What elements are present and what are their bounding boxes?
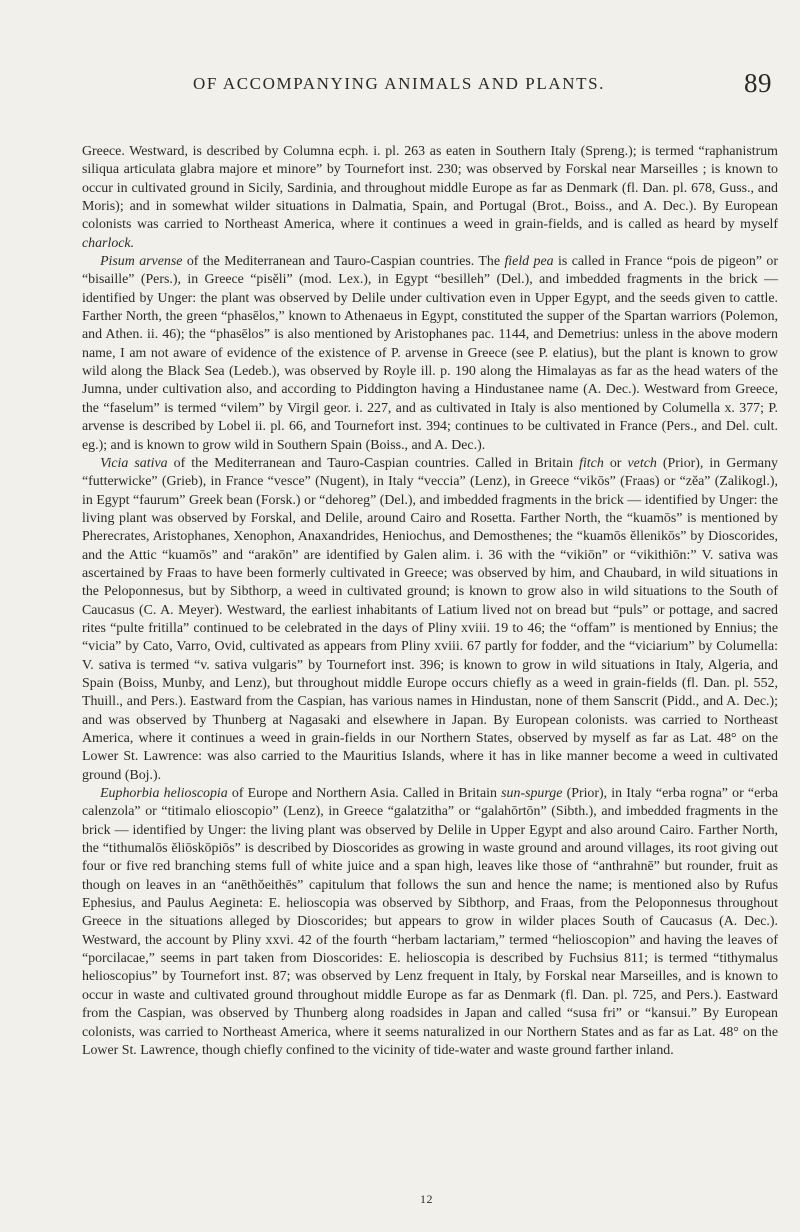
running-head: OF ACCOMPANYING ANIMALS AND PLANTS. (193, 74, 605, 93)
paragraph-text: or (609, 455, 622, 471)
common-name-field-pea: field pea (504, 254, 554, 270)
species-name-pisum-arvense: Pisum arvense (100, 254, 183, 270)
species-name-euphorbia-helioscopia: Euphorbia helioscopia (100, 786, 228, 802)
common-name-sun-spurge: sun-spurge (501, 786, 563, 802)
paragraph-text: of the Mediterranean and Tauro-Caspian countries. The (186, 254, 501, 270)
paragraph-text: of Europe and Northern Asia. Called in Britain (231, 786, 497, 802)
paragraph-text: is called in France “pois de pigeon” or “bisaille” (Pers.), in Greece “pisĕli” (mod. Lex.), in Egypt “besilleh” (Del.), and imbedded fragments in the brick — identified by Unger: the plant was observed by Delile under cultivation even in Upper Egypt, and the seeds given to cattle. Farther North, the green “phasēlos,” known to Athenaeus in Egypt, constituted the supper of the Spartan warriors (Polemon, and Athen. ii. 46); the “phasēlos” is also mentioned by Aristophanes pac. 1144, and Demetrius: unless in the above modern name, I am not aware of evidence of the existence of P. arvense in Greece (see P. elatius), but the plant is known to grow wild along the Black Sea (Ledeb.), was observed by Royle ill. p. 190 along the Himalayas as far as the head waters of the Jumna, under cultivation also, and according to Piddington having a Hindustanee name (A. Dec.). Westward from Greece, the “faselum” is termed “vilem” by Virgil geor. i. 227, and as cultivated in Italy is also mentioned by Columella x. 377; P. arvense is described by Lobel ii. pl. 66, and Tournefort inst. 394; continues to be cultivated in France (Pers., and Del. cult. eg.); and is known to grow wild in Southern Spain (Boiss., and A. Dec.). (82, 254, 778, 453)
common-name-fitch: fitch (579, 455, 604, 471)
body-text (82, 143, 778, 1060)
species-name-vicia-sativa: Vicia sativa (100, 455, 168, 471)
page-number: 89 (744, 68, 772, 98)
common-name-vetch: vetch (627, 455, 657, 471)
paragraph-raphanus-continued (82, 143, 778, 253)
paragraph-euphorbia-helioscopia (82, 785, 778, 1060)
paragraph-vicia-sativa (82, 455, 778, 785)
paragraph-pisum-arvense (82, 253, 778, 455)
printer-signature-mark: 12 (420, 1192, 433, 1206)
common-name-charlock: charlock. (82, 235, 135, 251)
paragraph-text: (Prior), in Germany “futterwicke” (Grieb), in France “vesce” (Nugent), in Italy “veccia” (Lenz), in Greece “vikōs” (Fraas) or “zĕa” (Zalikogl.), in Egypt “faurum” Greek bean (Forsk.) or “dehoreg” (Del.), and imbedded fragments in the brick — identified by Unger: the living plant was observed by Forskal, and Delile, around Cairo and Rosetta. Farther North, the “kuamōs” is mentioned by Pherecrates, Aristophanes, Xenophon, Anaxandrides, Heniochus, and Demosthenes; the “kuamōs ĕllenikōs” by Dioscorides, and the Attic “kuamōs” and “arakōn” are identified by Galen alim. i. 36 with the “vikiōn” or “vikithiōn:” V. sativa was ascertained by Fraas to have been formerly cultivated in Greece; was observed by him, and Chaubard, in wild situations in the Peloponnesus, but by Sibthorp, a weed in cultivated ground; is known to grow also in wild situations to the South of Caucasus (C. A. Meyer). Westward, the earliest inhabitants of Latium lived not on bread but “puls” or pottage, and sacred rites “pulte fritilla” continued to be celebrated in the days of Pliny xviii. 19 to 46; the “offam” is mentioned by Ennius; the “vicia” by Cato, Varro, Ovid, cultivated as appears from Pliny xviii. 67 partly for fodder, and the “viciarium” by Columella: V. sativa is termed “v. sativa vulgaris” by Tournefort inst. 396; is known to grow in wild situations in Italy, Algeria, and Spain (Boiss, Munby, and Lenz), but throughout middle Europe occurs chiefly as a weed in grain-fields (fl. Dan. pl. 552, Thuill., and Pers.). Eastward from the Caspian, has various names in Hindustan, none of them Sanscrit (Pidd., and A. Dec.); and was observed by Thunberg at Nagasaki and elsewhere in Japan. By European colonists. was carried to Northeast America, where it continues a weed in grain-fields in our Northern States, observed by myself as far as Lat. 48° on the Lower St. Lawrence: was also carried to the Mauritius Islands, where it has in like manner become a weed in cultivated ground (Boj.). (82, 455, 778, 783)
paragraph-text: of the Mediterranean and Tauro-Caspian countries. Called in Britain (173, 455, 574, 471)
paragraph-text: (Prior), in Italy “erba rogna” or “erba calenzola” or “titimalo elioscopio” (Lenz), in Greece “galatzitha” or “galahōrtōn” (Sibth.), and imbedded fragments in the brick — identified by Unger: the living plant was observed by Delile in Upper Egypt and also around Cairo. Farther North, the “tithumalōs ĕliōskōpiōs” is described by Dioscorides as growing in waste ground and around villages, its root giving out four or five red branching stems full of white juice and a span high, leaves like those of “anthrahnē” but rounder, fruit as though on leaves in an “anēthŏeithēs” capitulum that follows the sun and hence the name; is mentioned also by Rufus Ephesius, and Paulus Aegineta: E. helioscopia was observed by Sibthorp, and Fraas, from the Peloponnesus throughout Greece in the situations alleged by Dioscorides; but appears to grow in wilder places South of Caucasus (A. Dec.). Westward, the account by Pliny xxvi. 42 of the fourth “herbam lactariam,” termed “helioscopion” and having the leaves of “porcilacae,” seems in part taken from Dioscorides: E. helioscopia is described by Fuchsius 811; is termed “tithymalus helioscopius” by Tournefort inst. 87; was observed by Lenz frequent in Italy, by Forskal near Marseilles, and is known to occur in waste and cultivated ground throughout middle Europe as far as Denmark (fl. Dan. pl. 725, and Pers.). Eastward from the Caspian, was observed by Thunberg along roadsides in Japan and called “susa fri” or “kansui.” By European colonists, was carried to Northeast America, where it seems naturalized in our Northern States and as far as Lat. 48° on the Lower St. Lawrence, though chiefly confined to the vicinity of tide-water and waste ground farther inland. (82, 786, 778, 1058)
paragraph-text: Greece. Westward, is described by Columna ecph. i. pl. 263 as eaten in Southern Italy (Spreng.); is termed “raphanistrum siliqua articulata glabra majore et minore” by Tournefort inst. 230; was observed by Forskal near Marseilles ; is known to occur in cultivated ground in Sicily, Sardinia, and throughout middle Europe as far as Denmark (fl. Dan. pl. 678, Guss., and Moris); and in somewhat wilder situations in Dalmatia, Spain, and Portugal (Brot., Boiss., and A. Dec.). By European colonists was carried to Northeast America, where it continues a weed in grain-fields, and is called as heard by myself (82, 144, 778, 233)
page-header (82, 68, 776, 100)
